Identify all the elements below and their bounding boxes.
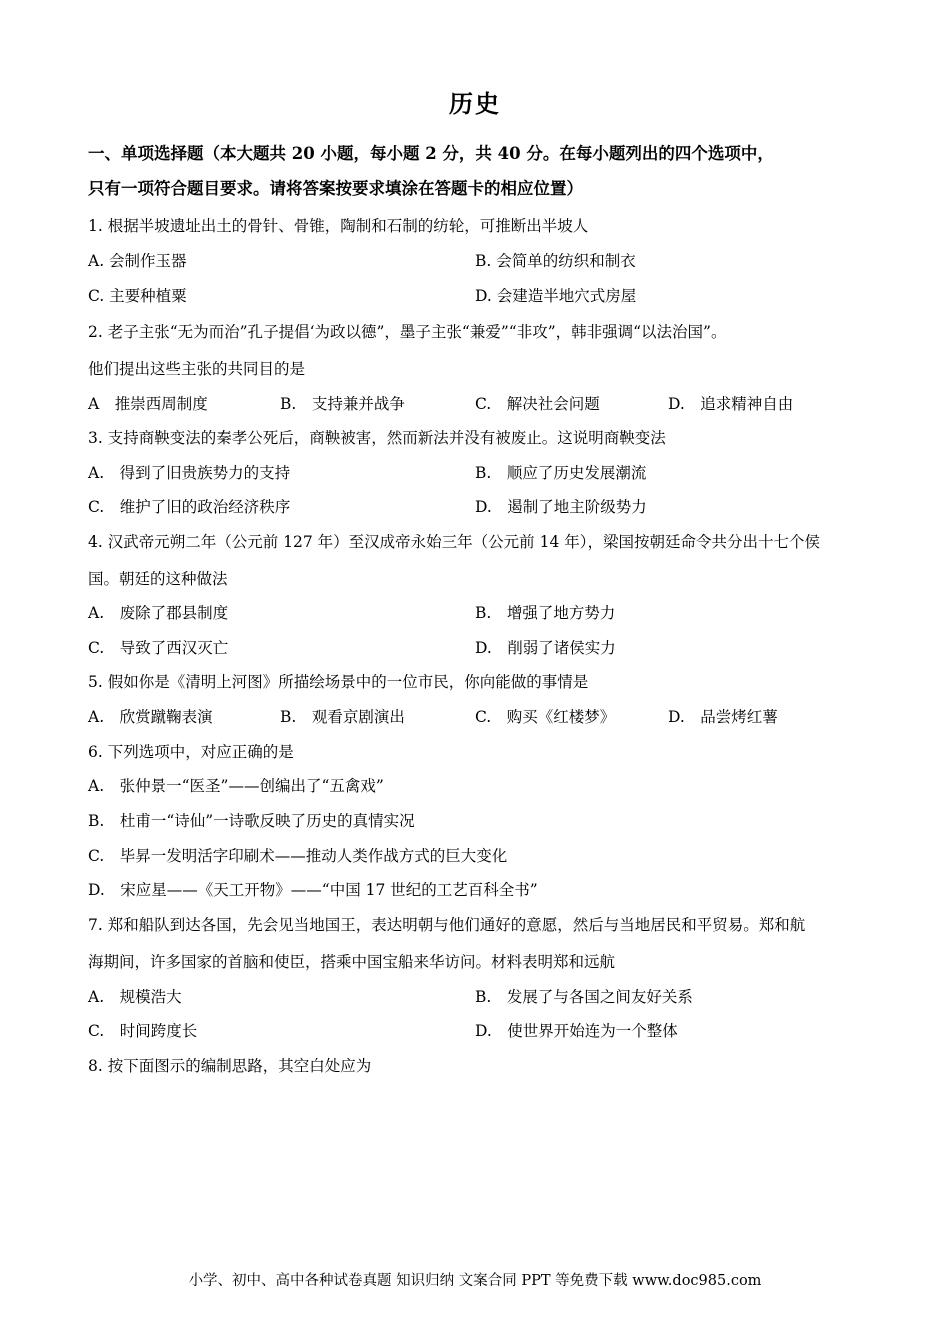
question-4-option-d: D. 削弱了诸侯实力 — [475, 639, 616, 657]
question-1-option-a: A. 会制作玉器 — [88, 252, 187, 270]
question-4-option-a: A. 废除了郡县制度 — [88, 604, 229, 622]
section-heading — [88, 136, 878, 206]
question-4-option-b: B. 增强了地方势力 — [475, 604, 616, 622]
page-footer: 小学、初中、高中各种试卷真题 知识归纳 文案合同 PPT 等免费下载 www.doc985.com — [188, 1273, 762, 1289]
question-3-option-b: B. 顺应了历史发展潮流 — [475, 464, 647, 482]
question-6-option-d: D. 宋应星——《天工开物》——“中国 17 世纪的工艺百科全书” — [88, 881, 538, 899]
question-5-option-a: A. 欣赏蹴鞠表演 — [88, 708, 213, 726]
question-1-option-d: D. 会建造半地穴式房屋 — [475, 287, 637, 305]
question-3-option-d: D. 遏制了地主阶级势力 — [475, 498, 647, 516]
question-6-option-c: C. 毕昇一发明活字印刷术——推动人类作战方式的巨大变化 — [88, 847, 508, 865]
question-4-stem-line-2: 国。朝廷的这种做法 — [88, 570, 228, 588]
question-2-option-c: C. 解决社会问题 — [475, 395, 600, 413]
question-2-option-a: A 推崇西周制度 — [88, 395, 208, 413]
question-3-option-a: A. 得到了旧贵族势力的支持 — [88, 464, 291, 482]
section-heading-line-2: 只有一项符合题目要求。请将答案按要求填涂在答题卡的相应位置） — [88, 179, 583, 198]
question-7-option-d: D. 使世界开始连为一个整体 — [475, 1022, 678, 1040]
question-2-stem-line-2: 他们提出这些主张的共同目的是 — [88, 360, 306, 378]
section-heading-line-1: 一、单项选择题（本大题共 20 小题，每小题 2 分，共 40 分。在每小题列出的四个选项中， — [88, 144, 774, 163]
question-2-option-b: B. 支持兼并战争 — [280, 395, 405, 413]
question-4-stem-line-1: 4. 汉武帝元朔二年（公元前 127 年）至汉成帝永始三年（公元前 14 年），梁国按朝廷命令共分出十七个侯 — [88, 533, 820, 551]
question-7-stem-line-2: 海期间，许多国家的首脑和使臣，搭乘中国宝船来华访问。材料表明郑和远航 — [88, 953, 616, 971]
question-6-stem: 6. 下列选项中，对应正确的是 — [88, 743, 294, 761]
question-7-option-c: C. 时间跨度长 — [88, 1022, 198, 1040]
question-1-option-c: C. 主要种植粟 — [88, 287, 187, 305]
question-7-stem-line-1: 7. 郑和船队到达各国，先会见当地国王，表达明朝与他们通好的意愿，然后与当地居民和平贸易。郑和航 — [88, 916, 806, 934]
question-1-stem: 1. 根据半坡遗址出土的骨针、骨锥，陶制和石制的纺轮，可推断出半坡人 — [88, 217, 589, 235]
question-7-option-a: A. 规模浩大 — [88, 988, 182, 1006]
question-5-option-c: C. 购买《红楼梦》 — [475, 708, 616, 726]
question-3-option-c: C. 维护了旧的政治经济秩序 — [88, 498, 291, 516]
question-4-option-c: C. 导致了西汉灭亡 — [88, 639, 229, 657]
question-7-option-b: B. 发展了与各国之间友好关系 — [475, 988, 693, 1006]
question-8-stem: 8. 按下面图示的编制思路，其空白处应为 — [88, 1057, 372, 1075]
question-2-option-d: D. 追求精神自由 — [668, 395, 794, 413]
question-5-stem: 5. 假如你是《清明上河图》所描绘场景中的一位市民，你向能做的事情是 — [88, 673, 589, 691]
question-6-option-a: A. 张仲景一“医圣”——创编出了“五禽戏” — [88, 777, 384, 795]
question-5-option-d: D. 品尝烤红薯 — [668, 708, 778, 726]
question-5-option-b: B. 观看京剧演出 — [280, 708, 405, 726]
question-3-stem: 3. 支持商鞅变法的秦孝公死后，商鞅被害，然而新法并没有被废止。这说明商鞅变法 — [88, 429, 666, 447]
question-1-option-b: B. 会简单的纺织和制衣 — [475, 252, 636, 270]
question-2-stem-line-1: 2. 老子主张“无为而治”孔子提倡‘为政以德”，墨子主张“兼爱”“非攻”，韩非强调“以法治国”。 — [88, 323, 727, 341]
question-6-option-b: B. 杜甫一“诗仙”一诗歌反映了历史的真情实况 — [88, 812, 415, 830]
page-title: 历史 — [449, 89, 501, 118]
